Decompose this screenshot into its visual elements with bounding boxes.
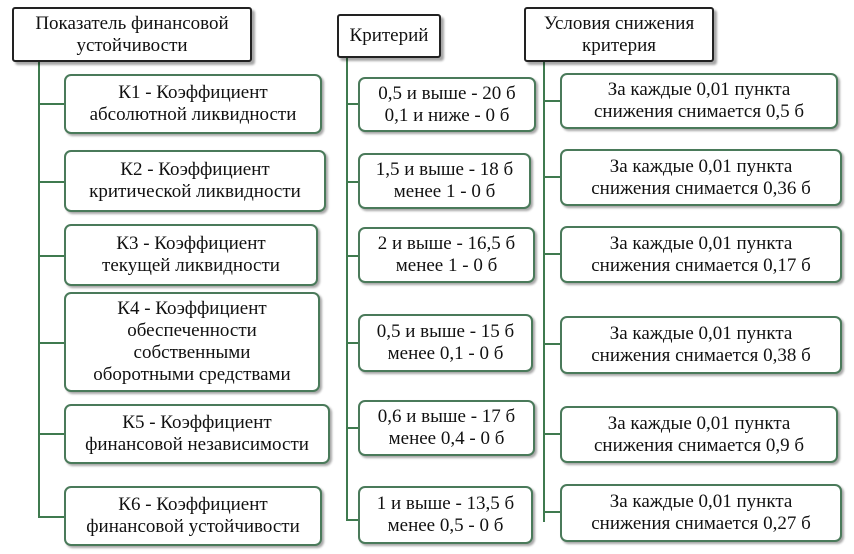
condition-box-k4: За каждые 0,01 пункта снижения снимается 0,38 б (560, 316, 842, 374)
criterion-branch-line (346, 255, 358, 257)
conditions-branch-line (543, 253, 560, 255)
indicator-box-k4: К4 - Коэффициент обеспеченности собственными оборотными средствами (64, 292, 320, 392)
condition-box-k5: За каждые 0,01 пункта снижения снимается 0,9 б (560, 406, 838, 463)
indicator-box-k3: К3 - Коэффициент текущей ликвидности (64, 224, 318, 286)
condition-box-k1: За каждые 0,01 пункта снижения снимается 0,5 б (560, 73, 838, 129)
criterion-box-k6: 1 и выше - 13,5 б менее 0,5 - 0 б (358, 486, 533, 544)
indicator-branch-line (38, 516, 64, 518)
indicator-branch-line (38, 342, 64, 344)
criterion-branch-line (346, 427, 358, 429)
indicator-box-k2: К2 - Коэффициент критической ликвидности (64, 150, 326, 212)
criterion-branch-line (346, 103, 358, 105)
indicator-trunk-line (38, 62, 40, 518)
condition-box-k6: За каждые 0,01 пункта снижения снимается 0,27 б (560, 484, 842, 542)
conditions-branch-line (543, 100, 560, 102)
conditions-trunk-line (543, 62, 545, 522)
criterion-header: Критерий (337, 14, 441, 58)
criterion-box-k2: 1,5 и выше - 18 б менее 1 - 0 б (358, 153, 531, 209)
criterion-branch-line (346, 519, 358, 521)
criterion-box-k4: 0,5 и выше - 15 б менее 0,1 - 0 б (358, 314, 533, 372)
conditions-branch-line (543, 343, 560, 345)
indicator-branch-line (38, 103, 64, 105)
indicator-header: Показатель финансовой устойчивости (12, 7, 252, 62)
criterion-box-k1: 0,5 и выше - 20 б 0,1 и ниже - 0 б (358, 77, 536, 132)
criterion-branch-line (346, 342, 358, 344)
criterion-box-k5: 0,6 и выше - 17 б менее 0,4 - 0 б (358, 400, 535, 456)
indicator-branch-line (38, 433, 64, 435)
condition-box-k3: За каждые 0,01 пункта снижения снимается 0,17 б (560, 226, 842, 283)
criterion-branch-line (346, 181, 358, 183)
indicator-box-k1: К1 - Коэффициент абсолютной ликвидности (64, 74, 322, 134)
conditions-header: Условия снижения критерия (524, 7, 714, 62)
indicator-branch-line (38, 181, 64, 183)
condition-box-k2: За каждые 0,01 пункта снижения снимается 0,36 б (560, 149, 842, 206)
conditions-branch-line (543, 511, 560, 513)
criterion-box-k3: 2 и выше - 16,5 б менее 1 - 0 б (358, 227, 535, 283)
indicator-box-k6: К6 - Коэффициент финансовой устойчивости (64, 486, 322, 546)
criterion-trunk-line (346, 58, 348, 521)
indicator-box-k5: К5 - Коэффициент финансовой независимости (64, 404, 330, 464)
conditions-branch-line (543, 176, 560, 178)
indicator-branch-line (38, 255, 64, 257)
conditions-branch-line (543, 433, 560, 435)
